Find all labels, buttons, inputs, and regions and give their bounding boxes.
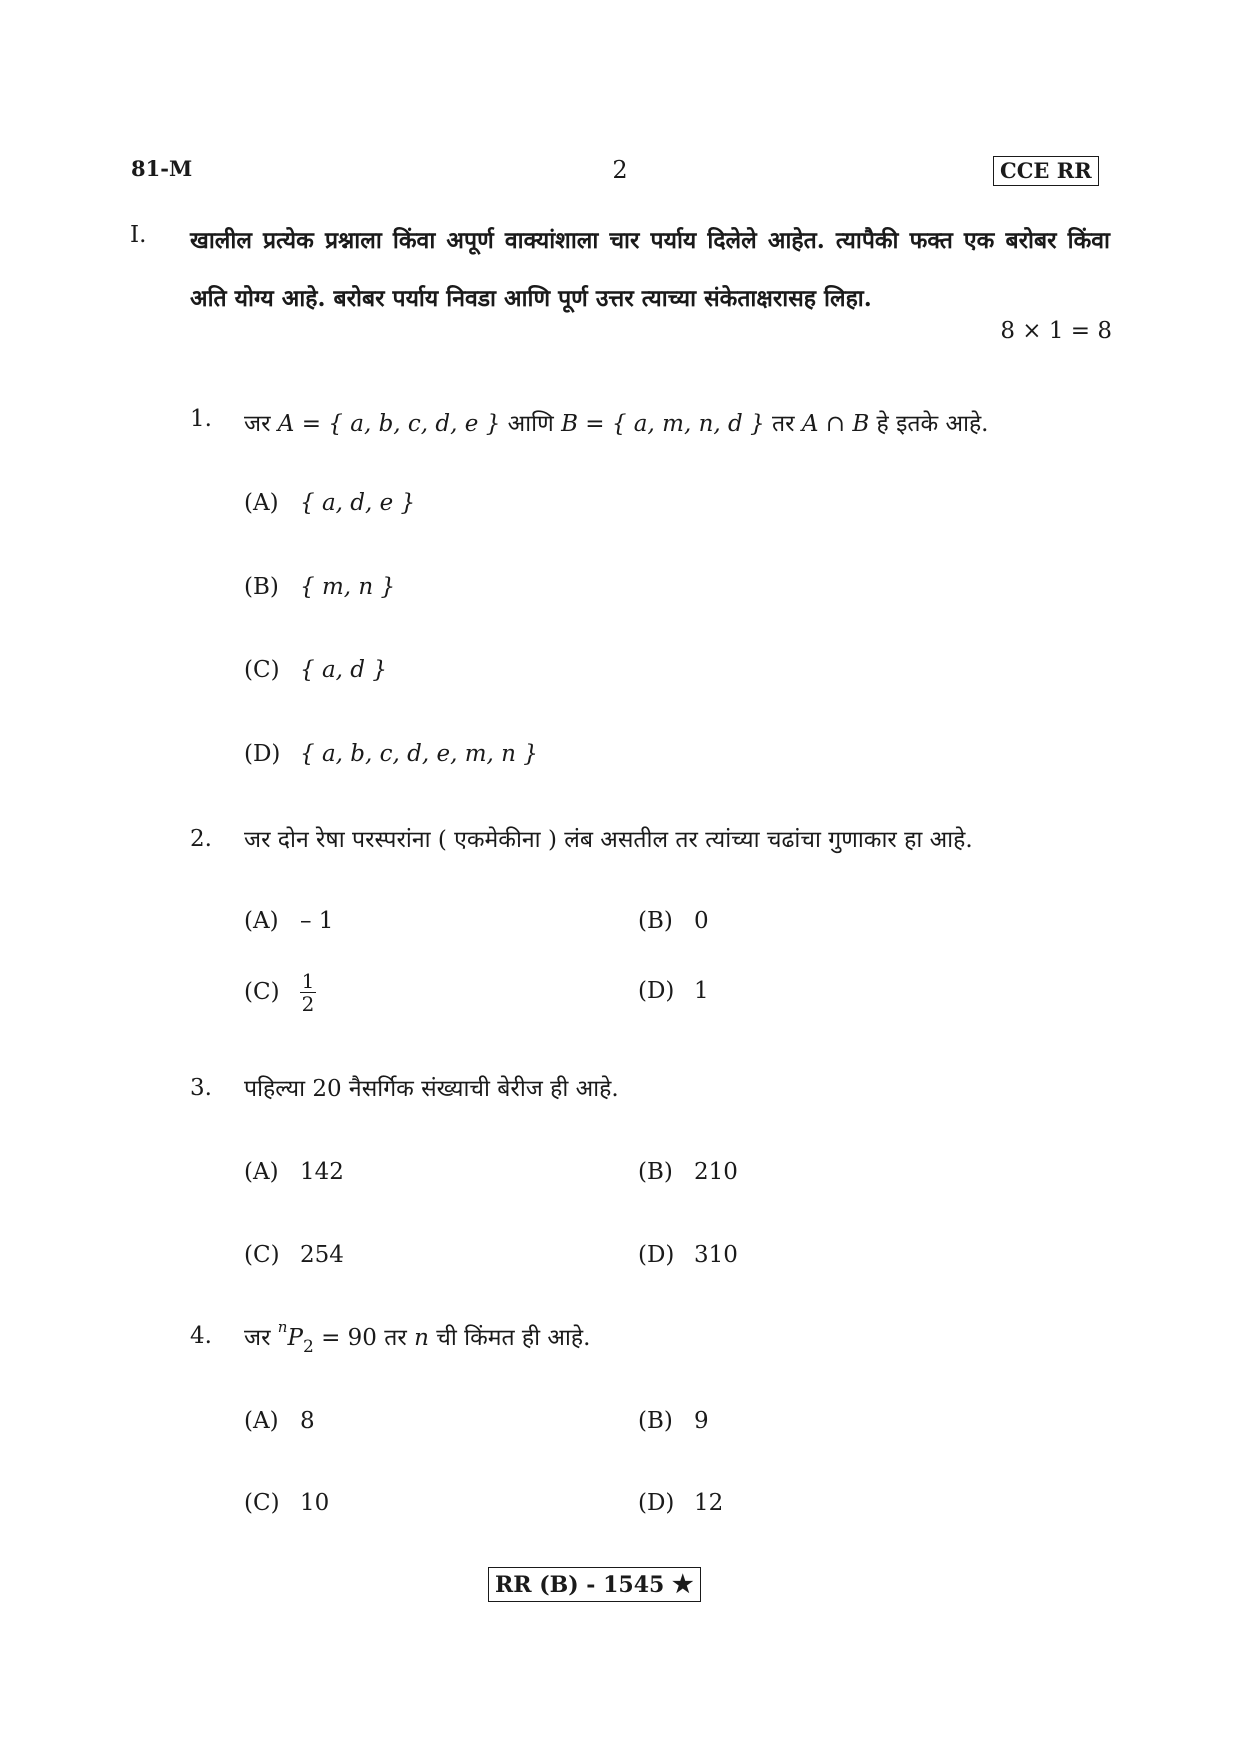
question-1-text	[244, 406, 988, 438]
q4-option-c: (C) 10	[244, 1490, 330, 1516]
q4-text-post: ची किंमत ही आहे.	[436, 1325, 591, 1351]
q4-option-b: (B) 9	[638, 1408, 709, 1434]
section-instruction: खालील प्रत्येक प्रश्नाला किंवा अपूर्ण वाक्यांशाला चार पर्याय दिलेले आहेत. त्यापैकी फक्त एक बरोबर किंवा अति योग्य आहे. बरोबर पर्याय निवडा आणि पूर्ण उत्तर त्याच्या संकेताक्षरासह लिहा.	[190, 227, 1110, 312]
q4-sub: 2	[302, 1337, 314, 1357]
series-box: CCE RR	[993, 156, 1099, 186]
q1-set-b: B = { a, m, n, d }	[561, 411, 765, 437]
section-number: I.	[130, 222, 147, 248]
q1-option-b: (B) { m, n }	[244, 574, 396, 600]
q4-text-eq: = 90 तर	[321, 1325, 407, 1351]
q4-text-pre: जर	[244, 1325, 271, 1351]
q2-option-c: (C) $\frac{1}{2}$	[244, 969, 315, 1016]
page-number: 2	[612, 156, 628, 184]
question-3-text: पहिल्या 20 नैसर्गिक संख्याची बेरीज ही आहे.	[244, 1076, 619, 1102]
q3-option-b: (B) 210	[638, 1159, 738, 1185]
question-3-number: 3.	[190, 1075, 212, 1101]
q1-text-mid2: तर	[771, 411, 795, 437]
q4-var: n	[414, 1325, 429, 1351]
question-4-text	[244, 1318, 590, 1357]
q1-text-pre: जर	[244, 411, 271, 437]
question-1-number: 1.	[190, 406, 212, 432]
paper-code: 81-M	[131, 156, 193, 181]
q1-set-a: A = { a, b, c, d, e }	[277, 411, 501, 437]
q2-option-b: (B) 0	[638, 908, 709, 934]
q1-option-d: (D) { a, b, c, d, e, m, n }	[244, 741, 538, 767]
section-marks: 8 × 1 = 8	[1000, 318, 1112, 344]
q3-option-c: (C) 254	[244, 1242, 344, 1268]
q1-expression: A ∩ B	[801, 411, 870, 437]
q3-option-a: (A) 142	[244, 1159, 344, 1185]
question-2-text: जर दोन रेषा परस्परांना ( एकमेकीना ) लंब असतील तर त्यांच्या चढांचा गुणाकार हा आहे.	[244, 827, 973, 853]
q1-text-mid: आणि	[507, 411, 554, 437]
q4-sup: n	[277, 1318, 288, 1336]
footer-code-box	[488, 1567, 701, 1602]
star-icon: ★	[672, 1569, 694, 1598]
q2-option-d: (D) 1	[638, 978, 709, 1004]
q1-option-c: (C) { a, d }	[244, 657, 387, 683]
footer-code: RR (B) - 1545	[495, 1572, 665, 1598]
question-4-number: 4.	[190, 1323, 212, 1349]
fraction: $\frac{1}{2}$	[301, 969, 315, 1016]
q3-option-d: (D) 310	[638, 1242, 738, 1268]
q4-option-a: (A) 8	[244, 1408, 315, 1434]
q1-text-post: हे इतके आहे.	[876, 411, 989, 437]
q4-base: P	[287, 1325, 303, 1351]
q4-option-d: (D) 12	[638, 1490, 724, 1516]
question-2-number: 2.	[190, 826, 212, 852]
q1-option-a: (A) { a, d, e }	[244, 490, 416, 516]
q2-option-a: (A) – 1	[244, 908, 334, 934]
